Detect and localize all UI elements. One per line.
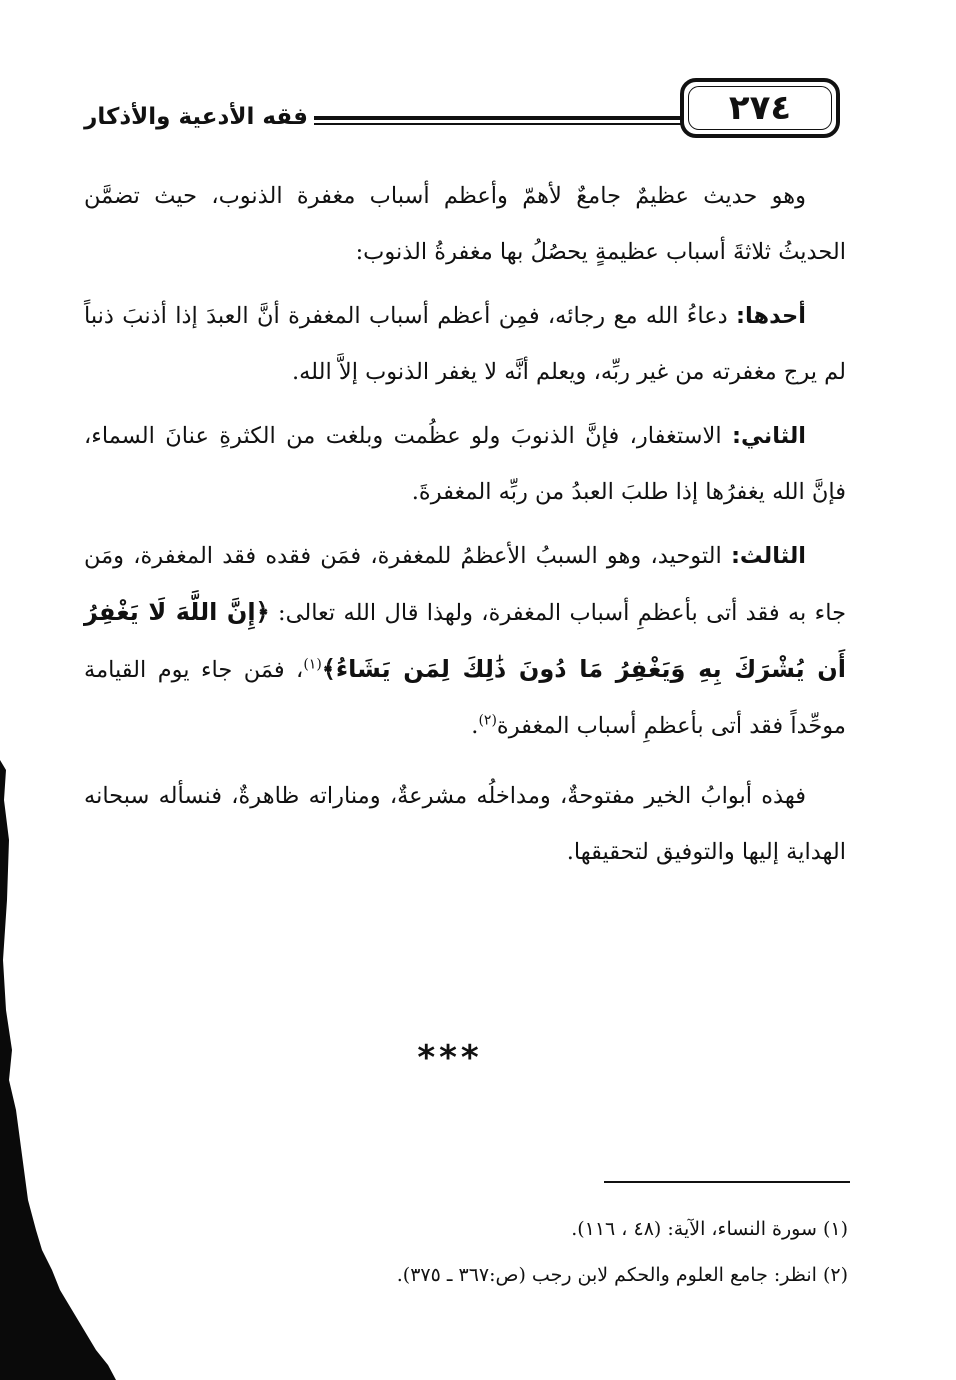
paragraph-first-cause xyxy=(84,288,846,400)
paragraph-second-cause xyxy=(84,408,846,520)
third-cause-end: . xyxy=(471,713,479,739)
footnote-rule xyxy=(604,1181,850,1183)
paragraph-closing: فهذه أبوابُ الخير مفتوحةٌ، ومداخلُه مشرعةٌ، ومناراته ظاهرةٌ، فنسأله سبحانه الهداية إليها والتوفيق لتحقيقها. xyxy=(84,783,846,865)
footnotes xyxy=(300,1206,848,1298)
page-header xyxy=(80,78,840,148)
second-cause-text: الاستغفار، فإنَّ الذنوبَ ولو عظُمت وبلغت من الكثرةِ عنانَ السماء، فإنَّ الله يغفرُها إذا طلبَ العبدُ من ربِّه المغفرةَ. xyxy=(84,423,846,505)
body-text xyxy=(84,168,846,888)
page-number: ٢٧٤ xyxy=(728,88,792,128)
quran-verse: ﴿إِنَّ اللَّهَ لَا يَغْفِرُ أَن يُشْرَكَ بِهِ وَيَغْفِرُ مَا دُونَ ذَٰلِكَ لِمَن يَشَاءُ﴾ xyxy=(84,598,847,683)
first-cause-label: أحدها: xyxy=(736,303,806,329)
running-title: فقه الأدعية والأذكار xyxy=(84,104,308,130)
footnote-1: (١) سورة النساء، الآية: (٤٨ ، ١١٦). xyxy=(571,1218,848,1240)
first-cause-text: دعاءُ الله مع رجائه، فمِن أعظم أسباب المغفرة أنَّ العبدَ إذا أذنبَ ذنباً لم يرج مغفرته من غير ربِّه، ويعلم أنَّه لا يغفر الذنوب إلاَّ الله. xyxy=(84,303,846,385)
paragraph-third-cause xyxy=(84,528,846,754)
footnote-ref-2: (٢) xyxy=(478,712,497,729)
section-separator: *** xyxy=(417,1038,483,1078)
third-cause-text: التوحيد، وهو السببُ الأعظمُ للمغفرة، فمَن فقده فقد المغفرة، ومَن جاء به فقد أتى بأعظمِ أسباب المغفرة، ولهذا قال الله تعالى: xyxy=(84,543,846,626)
page-number-box xyxy=(680,78,840,138)
third-cause-continuation: ، فمَن جاء يوم القيامة موحِّداً فقد أتى بأعظمِ أسباب المغفرة xyxy=(84,657,846,739)
paragraph-intro: وهو حديث عظيمٌ جامعٌ لأهمّ وأعظم أسباب مغفرة الذنوب، حيث تضمَّن الحديثُ ثلاثةَ أسباب عظيمةٍ يحصُلُ بها مغفرةُ الذنوب: xyxy=(84,183,846,265)
third-cause-label: الثالث: xyxy=(730,543,806,569)
footnote-2: (٢) انظر: جامع العلوم والحكم لابن رجب (ص:٣٦٧ ـ ٣٧٥). xyxy=(396,1264,848,1286)
second-cause-label: الثاني: xyxy=(731,423,806,449)
footnote-ref-1: (١) xyxy=(303,656,322,673)
